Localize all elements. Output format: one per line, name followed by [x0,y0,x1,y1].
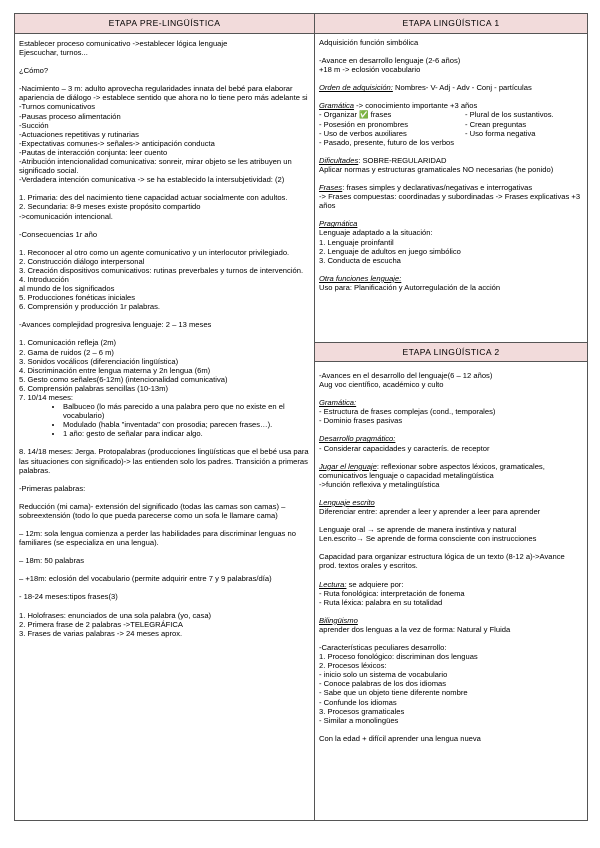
birth-list: -Nacimiento – 3 m: adulto aprovecha regularidades innata del bebé para elaborar apariencia de diálogo -> establece sentido que ahora no lo tiene pero más adelante si -Turnos comunicativos -Pausas proceso alimentación -Succión -Actuaciones repetitivas y rutinarias -Expectativas comunes-> señales-> anticipación conducta -Pautas de interacción conjunta: leer cuento -Atribución intencionalidad comunicativa: sonreir, mirar objeto se les atribuyen un significado social. -Verdadera intención comunicativa -> se ha establecido la intersubjetividad: (2) [19,84,308,185]
linguistic-2-header: ETAPA LINGÜÍSTICA 2 [315,342,587,362]
acquisition-order: Orden de adquisición: Nombres- V- Adj - Adv - Conj - partículas [319,83,532,93]
advances-list: 1. Comunicación refleja (2m) 2. Gama de ruidos (2 – 6 m) 3. Sonidos vocálicos (diferenciación lingüística) 4. Discriminación entre lengua materna y 2n lengua (6m) 5. Gesto como señales(6-12m) (intencionalidad comunicativa) 6. Comprensión palabras sencillas (10-13m) 7. 10/14 meses: [19,338,228,402]
pragmatic-dev-text: - Considerar capacidades y caracterís. de receptor [319,443,490,453]
reading-text: Lectura: se adquiere por: - Ruta fonológica: interpretación de fonema - Ruta léxica: palabra en su totalidad [319,579,465,607]
final-text: Con la edad + difícil aprender una lengua nueva [319,733,481,743]
list-item: - Posesión en pronombres [319,119,409,129]
reading-title: Lectura: [319,579,347,589]
grammar-title: Gramática [319,101,355,111]
18m-text: – 18m: 50 palabras [19,556,85,566]
symbolic-function-text: Adquisición función simbólica [319,38,419,47]
list-item: - Organizar ✅ frases [319,110,392,120]
bilingualism-title: Bilingüismo [319,615,358,625]
list-item: - Uso forma negativa [465,128,536,138]
first-words-heading: -Primeras palabras: [19,483,86,493]
pre-linguistic-column [15,14,315,820]
grammar2-text: - Estructura de frases complejas (cond., temporales) - Dominio frases pasivas [319,407,496,426]
list-item: - Crean preguntas [465,119,527,129]
list-item: • Balbuceo (lo más parecido a una palabra pero que no existe en el vocabulario) [63,402,310,420]
grammar-line: Gramática -> conocimiento importante +3 años [319,101,478,111]
list-item: • Modulado (habla "inventada" con prosodia; parecen frases…). [63,420,310,429]
grammar-grid [319,110,583,137]
pragmatic-dev-title: Desarrollo pragmático: [319,434,396,444]
written-language-title: Lenguaje escrito [319,497,375,507]
linguistic-1-section [315,34,587,342]
sentences-text: Frases: frases simples y declarativas/negativas e interrogativas -> Frases compuestas: coordinadas y subordinadas -> Frases explicativas +3 años [319,183,581,211]
difficulties-title: Dificultades [319,155,359,165]
12m-text: – 12m: sola lengua comienza a perder las habilidades para discriminar lenguas no familiares (se especializa en una lengua). [19,529,296,548]
linguistic-1-header: ETAPA LINGÜÍSTICA 1 [315,14,587,34]
language-advance-text: -Avance en desarrollo lenguaje (2-6 años) +18 m -> eclosión vocabulario [319,56,461,75]
jargon-text: 8. 14/18 meses: Jerga. Protopalabras (producciones lingüísticas que el bebé usa para las situaciones con significado)-> las entienden solo los padres. Transición a primeras palabras. [19,447,309,475]
consequences-list: 1. Reconocer al otro como un agente comunicativo y un interlocutor privilegiado. 2. Construcción diálogo interpersonal 3. Creación dispositivos comunicativos: rutinas preverbales y turnos de intervención. 4. Introducción al mundo de los significados 5. Producciones fonéticas iniciales 6. Comprensión y producción 1r palabras. [19,247,304,312]
other-functions-title: Otra funciones lenguaje: [319,273,402,283]
bilingualism-text: aprender dos lenguas a la vez de forma: Natural y Fluida [319,624,511,634]
list-item: - Plural de los sustantivos. [465,110,554,120]
capacity-text: Capacidad para organizar estructura lógica de un texto (8-12 a)->Avance prod. textos orales y escritos. [319,552,565,571]
grammar2-title: Gramática: [319,398,357,408]
characteristics-list: -Características peculiares desarrollo: 1. Proceso fonológico: discriminan dos lenguas 2. Procesos léxicos: - inicio solo un sistema de vocabulario - Conoce palabras de los dos idiomas - Sabe que un objeto tiene diferente nombre - Confunde los idiomas 3. Procesos gramaticales - Similar a monolingües [319,642,478,725]
linguistic-column [315,14,587,820]
grammar-last-item: - Pasado, presente, futuro de los verbos [319,137,455,147]
linguistic-2-body [315,362,587,743]
difficulties-text: Dificultades: SOBRE-REGULARIDAD Aplicar normas y estructuras gramaticales NO necesarias (he ponido) [319,155,554,174]
pre-linguistic-body [15,34,314,638]
18m-plus-text: – +18m: eclosión del vocabulario (permite adquirir entre 7 y 9 palabras/día) [19,574,272,584]
list-item: • 1 año: gesto de señalar para indicar algo. [63,429,310,438]
pragmatics-text: Lenguaje adaptado a la situación: 1. Lenguaje proinfantil 2. Lenguaje de adultos en juego simbólico 3. Conducta de escucha [319,228,461,265]
intro-text: Establecer proceso comunicativo ->establecer lógica lenguaje Ejescuchar, turnos... [19,39,228,58]
list-item: - Uso de verbos auxiliares [319,128,407,138]
notes-table [14,13,588,821]
acquisition-order-title: Orden de adquisición: [319,83,393,93]
babbling-bullets [19,402,310,438]
written-language-text: Diferenciar entre: aprender a leer y aprender a leer para aprender [319,507,541,517]
advances-heading: -Avances complejidad progresiva lenguaje: 2 – 13 meses [19,320,212,330]
sentence-types-list: 1. Holofrases: enunciados de una sola palabra (yo, casa) 2. Primera frase de 2 palabras ->TELEGRÁFICA 3. Frases de varias palabras -> 24 meses aprox. [19,610,212,638]
play-language-text: Jugar el lenguaje: reflexionar sobre aspectos léxicos, gramaticales, comunicativos lenguaje o capacidad metalingüística ->función reflexiva y metalingüística [319,461,545,489]
linguistic-1-body [315,34,587,292]
sentences-title: Frases [319,183,343,193]
como-heading: ¿Cómo? [19,66,49,76]
advances-6-12-text: -Avances en el desarrollo del lenguaje(6 – 12 años) Aug voc científico, académico y culto [319,371,493,390]
pre-linguistic-header: ETAPA PRE-LINGÜÍSTICA [15,14,314,34]
pragmatics-title: Pragmática [319,219,358,229]
consequences-heading: -Consecuencias 1r año [19,229,98,239]
reduction-text: Reducción (mi cama)- extensión del significado (todas las camas son camas) – sobreextensión (todo lo que pueda parecerse como un sofa le llamare cama) [19,501,286,520]
other-functions-text: Uso para: Planificación y Autorregulación de la acción [319,282,501,292]
play-language-title: Jugar el lenguaje [319,461,377,471]
oral-vs-written-text: Lenguaje oral → se aprende de manera instintiva y natural Len.escrito→ Se aprende de forma consciente con instrucciones [319,525,537,544]
sentence-types-heading: - 18-24 meses:tipos frases(3) [19,592,118,602]
intersubjectivity-list: 1. Primaria: des del nacimiento tiene capacidad actuar socialmente con adultos. 2. Secundaria: 8-9 meses existe propósito compartido ->comunicación intencional. [19,193,288,221]
